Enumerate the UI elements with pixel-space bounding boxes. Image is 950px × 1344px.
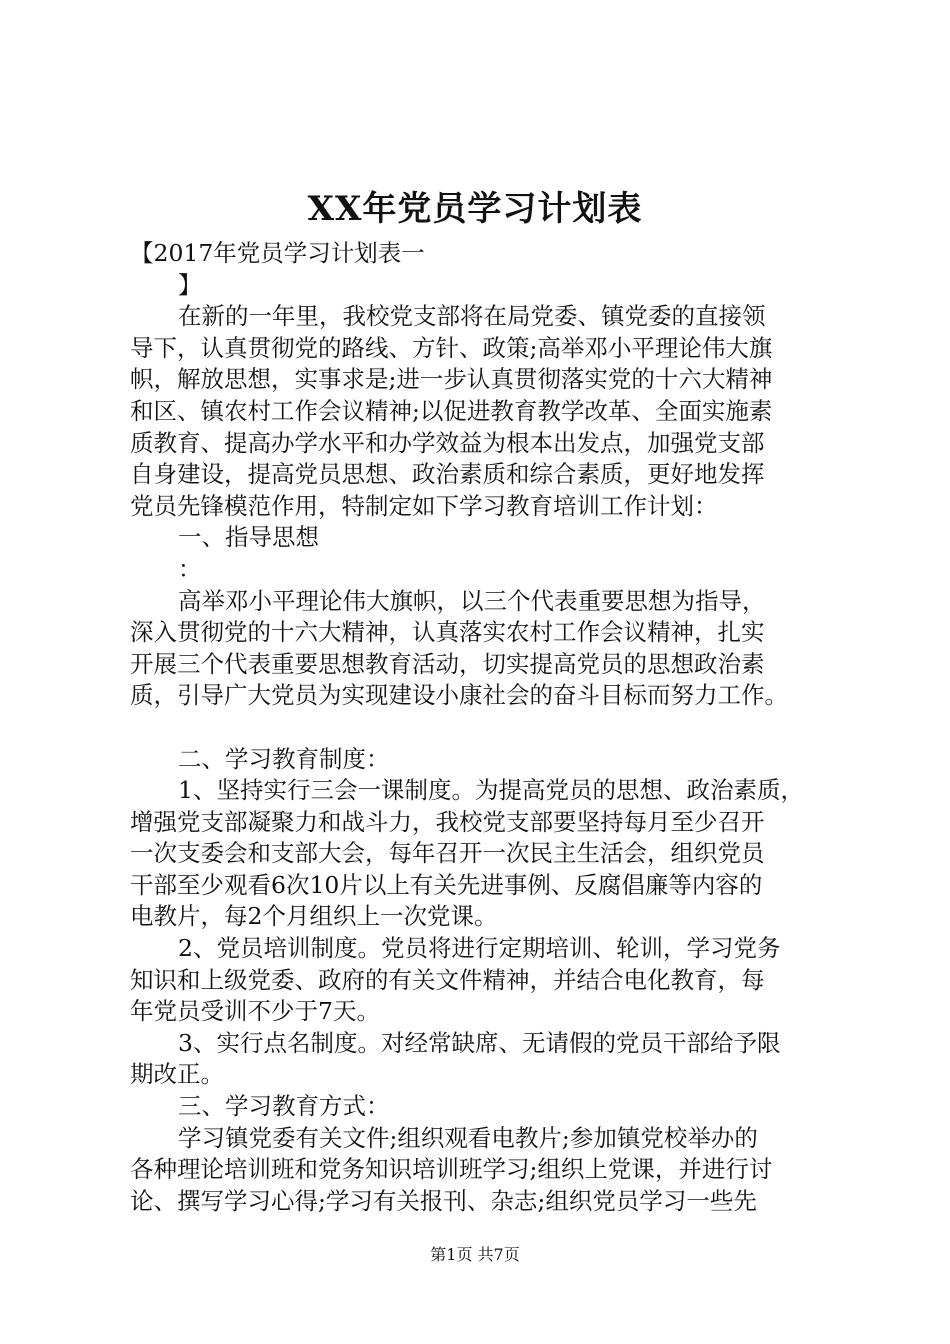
paragraph-line: 3、实行点名制度。对经常缺席、无请假的党员干部给予限	[178, 1028, 781, 1057]
paragraph-line: 电教片，每2个月组织上一次党课。	[130, 902, 498, 931]
paragraph-line: 论、撰写学习心得;学习有关报刊、杂志;组织党员学习一些先	[130, 1186, 757, 1215]
paragraph-line: 1、坚持实行三会一课制度。为提高党员的思想、政治素质，	[178, 776, 804, 805]
paragraph-line: 和区、镇农村工作会议精神;以促进教育教学改革、全面实施素	[130, 396, 773, 425]
section-heading: 一、指导思想	[178, 523, 319, 552]
paragraph-line: 各种理论培训班和党务知识培训班学习;组织上党课，并进行讨	[130, 1155, 773, 1184]
paragraph-line: 高举邓小平理论伟大旗帜，以三个代表重要思想为指导，	[178, 586, 766, 615]
paragraph-line: 质，引导广大党员为实现建设小康社会的奋斗目标而努力工作。	[130, 681, 788, 710]
paragraph-line: 党员先锋模范作用，特制定如下学习教育培训工作计划：	[130, 491, 718, 520]
paragraph-line: 帜，解放思想，实事求是;进一步认真贯彻落实党的十六大精神	[130, 365, 773, 394]
paragraph-line: 增强党支部凝聚力和战斗力，我校党支部要坚持每月至少召开	[130, 807, 765, 836]
section-heading: 二、学习教育制度：	[178, 744, 390, 773]
spacer	[130, 712, 840, 744]
heading-line: 】	[178, 270, 202, 299]
section-heading: ：	[178, 554, 202, 583]
paragraph-line: 自身建设，提高党员思想、政治素质和综合素质，更好地发挥	[130, 460, 765, 489]
paragraph-line: 开展三个代表重要思想教育活动，切实提高党员的思想政治素	[130, 649, 765, 678]
paragraph-line: 在新的一年里，我校党支部将在局党委、镇党委的直接领	[178, 302, 766, 331]
document-title: XX年党员学习计划表	[307, 189, 643, 229]
paragraph-line: 一次支委会和支部大会，每年召开一次民主生活会，组织党员	[130, 839, 765, 868]
paragraph-line: 2、党员培训制度。党员将进行定期培训、轮训，学习党务	[178, 934, 781, 963]
paragraph-line: 知识和上级党委、政府的有关文件精神，并结合电化教育，每	[130, 965, 765, 994]
document-body	[130, 238, 840, 1217]
section-heading: 三、学习教育方式：	[178, 1092, 390, 1121]
paragraph-line: 期改正。	[130, 1060, 224, 1089]
paragraph-line: 年党员受训不少于7天。	[130, 997, 380, 1026]
paragraph-line: 学习镇党委有关文件;组织观看电教片;参加镇党校举办的	[178, 1123, 758, 1152]
page-footer: 第1页 共7页	[430, 1245, 520, 1264]
paragraph-line: 质教育、提高办学水平和办学效益为根本出发点，加强党支部	[130, 428, 765, 457]
paragraph-line: 导下，认真贯彻党的路线、方针、政策;高举邓小平理论伟大旗	[130, 333, 773, 362]
heading-line: 【2017年党员学习计划表一	[130, 239, 425, 267]
paragraph-line: 干部至少观看6次10片以上有关先进事例、反腐倡廉等内容的	[130, 870, 763, 899]
paragraph-line: 深入贯彻党的十六大精神，认真落实农村工作会议精神，扎实	[130, 618, 765, 647]
